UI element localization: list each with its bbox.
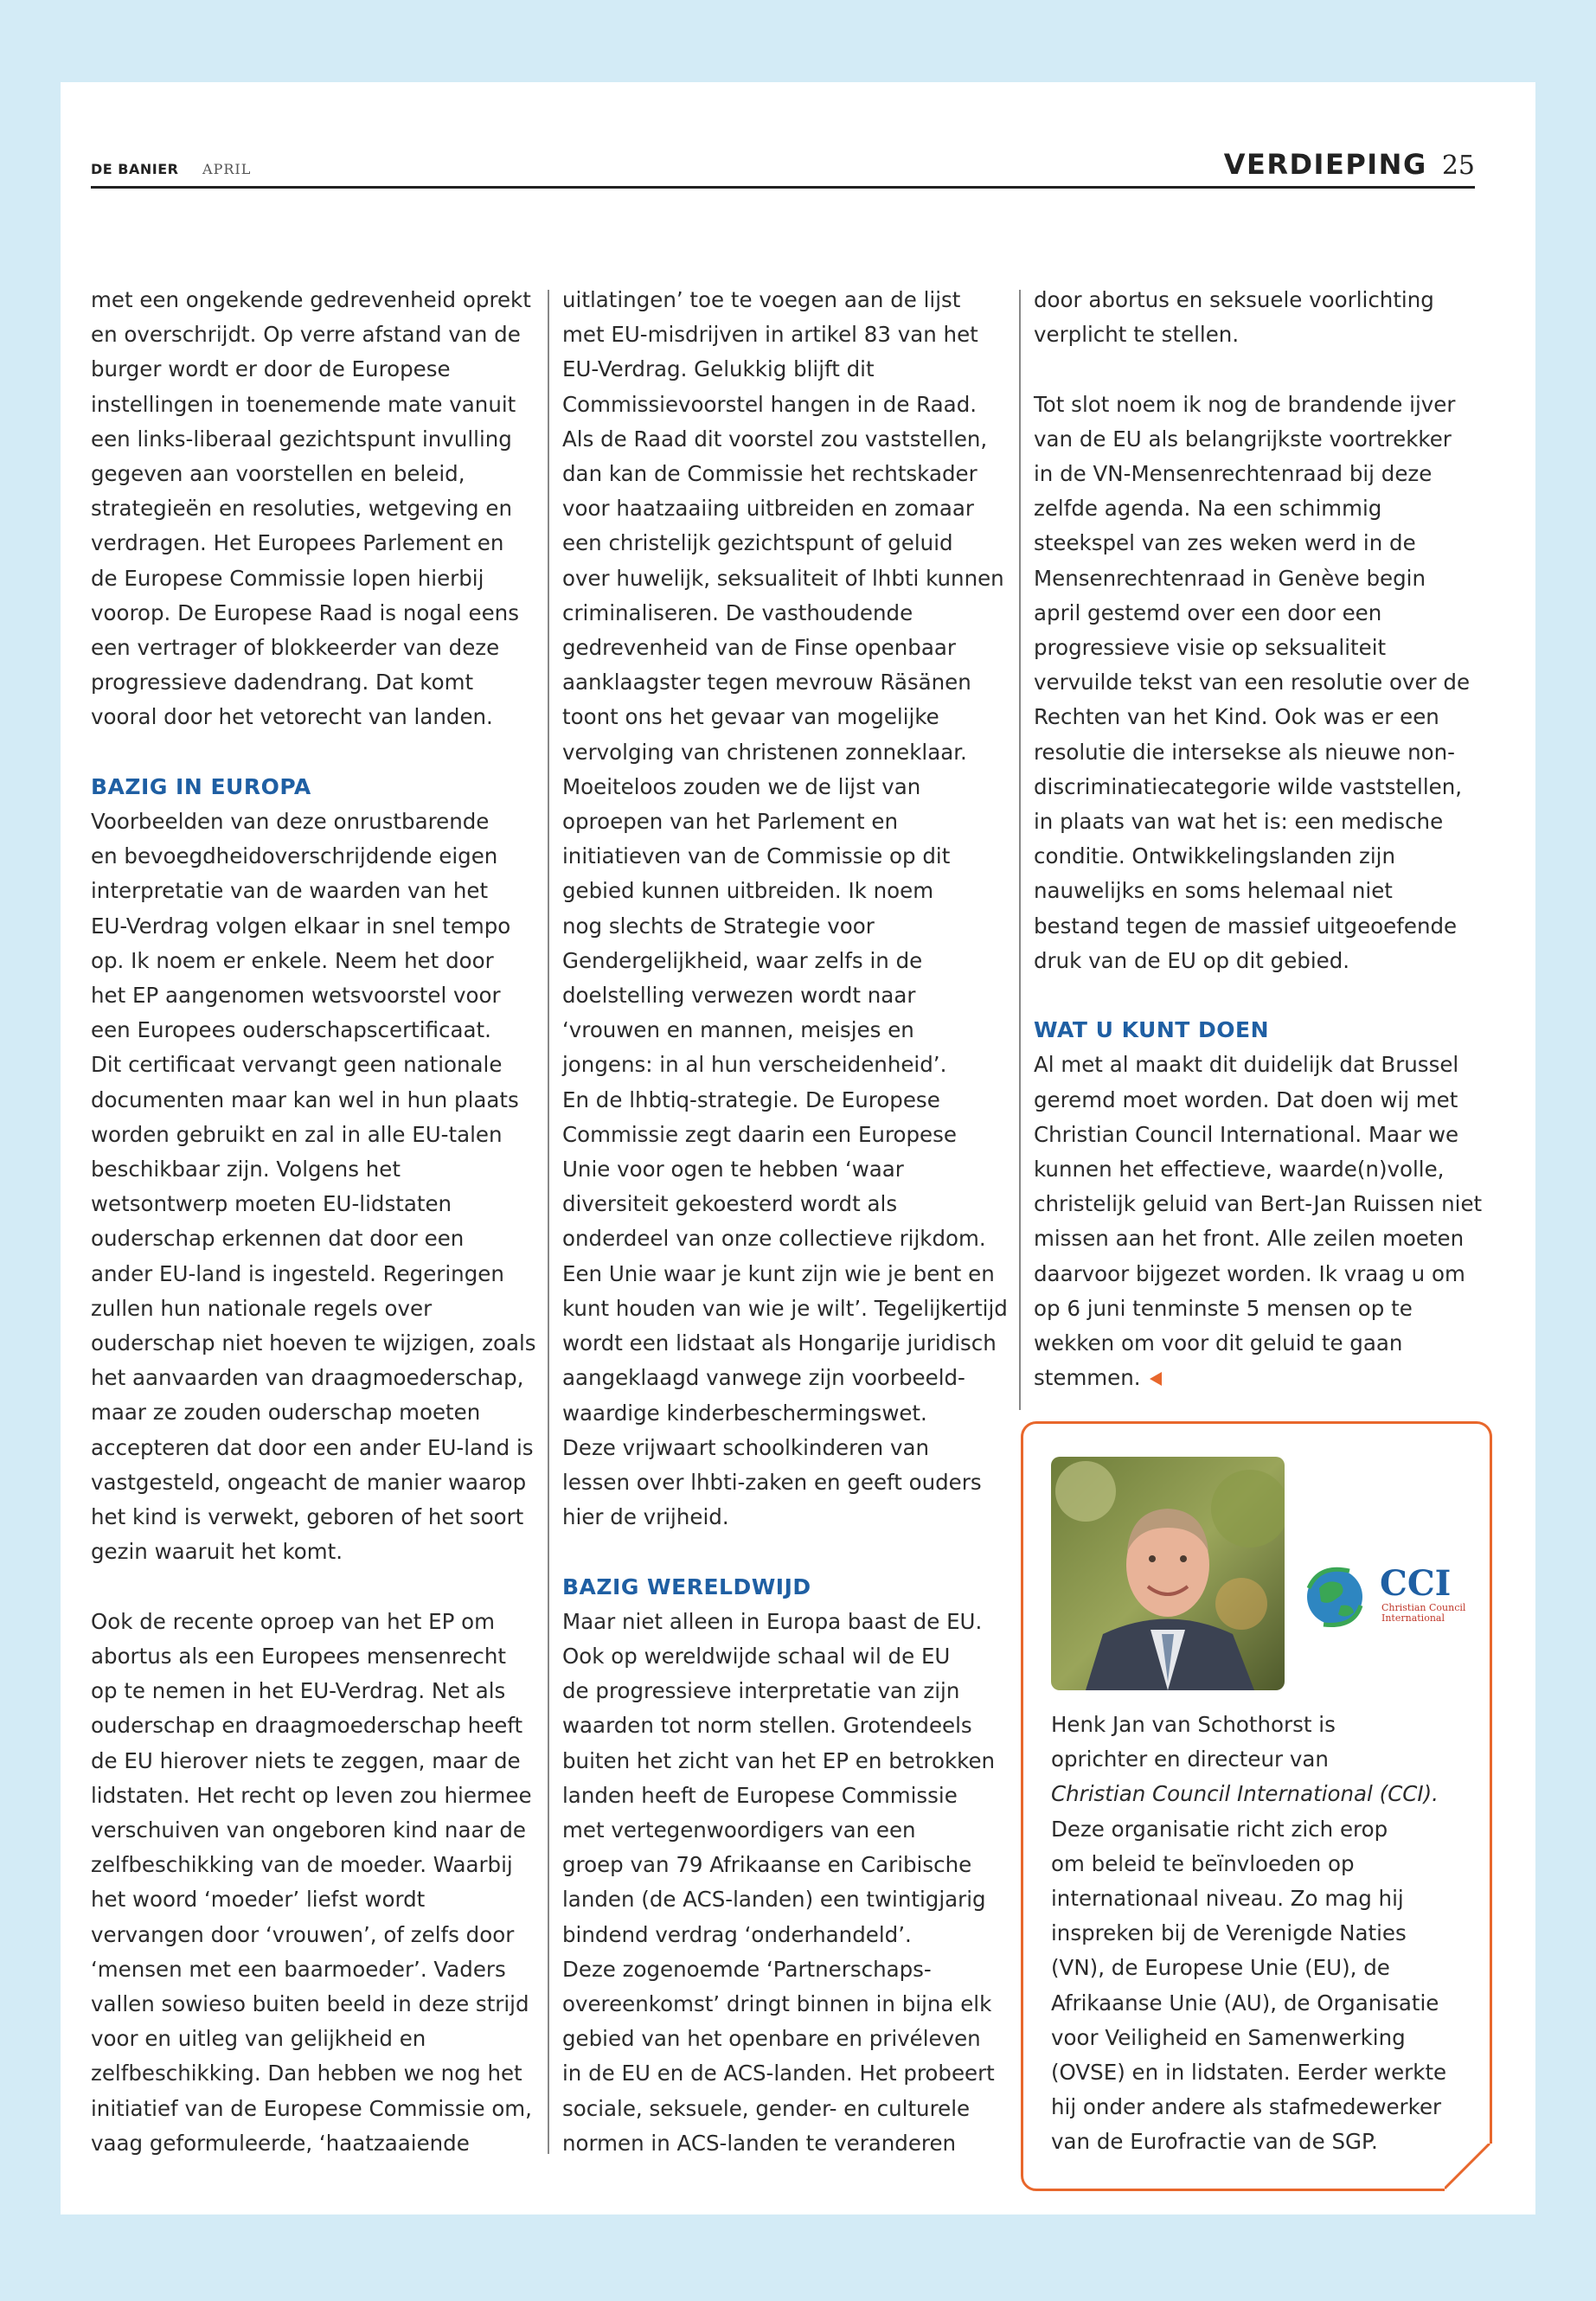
bio-line: Christian Council International (CCI). xyxy=(1051,1781,1439,1807)
text-line: progressieve dadendrang. Dat komt xyxy=(91,670,474,695)
column-divider xyxy=(548,290,549,2154)
bio-line: voor Veiligheid en Samenwerking xyxy=(1051,2024,1406,2050)
paragraph-gap xyxy=(1034,978,1479,1013)
text-line: waardige kinderbeschermingswet. xyxy=(562,1400,927,1426)
text-line: beschikbaar zijn. Volgens het xyxy=(91,1157,401,1183)
text-line: hier de vrijheid. xyxy=(562,1504,729,1530)
text-line: toont ons het gevaar van mogelijke xyxy=(562,704,939,730)
text-line: landen heeft de Europese Commissie xyxy=(562,1782,958,1808)
page-header xyxy=(91,143,1475,189)
text-line: initiatieven van de Commissie op dit xyxy=(562,843,951,869)
article-column-2 xyxy=(562,283,1008,2161)
column-divider xyxy=(1019,290,1021,1410)
text-line: worden gebruikt en zal in alle EU-talen xyxy=(91,1121,503,1147)
text-line: initiatief van de Europese Commissie om, xyxy=(91,2095,532,2121)
issue-month: APRIL xyxy=(202,161,252,177)
text-line: overeenkomst’ dringt binnen in bijna elk xyxy=(562,1990,992,2016)
paragraph-gap xyxy=(91,1570,536,1605)
text-line: jongens: in al hun verscheidenheid’. xyxy=(562,1052,947,1078)
text-line: lessen over lhbti-zaken en geeft ouders xyxy=(562,1469,982,1495)
text-line: in plaats van wat het is: een medische xyxy=(1034,809,1444,835)
text-line: criminaliseren. De vasthoudende xyxy=(562,599,913,625)
text-line: het kind is verwekt, geboren of het soort xyxy=(91,1504,524,1530)
text-line: gebied kunnen uitbreiden. Ik noem xyxy=(562,878,934,904)
text-line: druk van de EU op dit gebied. xyxy=(1034,947,1350,973)
text-line: accepteren dat door een ander EU-land is xyxy=(91,1434,534,1460)
text-line: vallen sowieso buiten beeld in deze strijd xyxy=(91,1990,529,2016)
text-line: gegeven aan voorstellen en beleid, xyxy=(91,461,465,487)
text-line: in de VN-Mensenrechtenraad bij deze xyxy=(1034,461,1433,486)
text-line: en bevoegdheidoverschrijdende eigen xyxy=(91,843,498,869)
text-line: Ook op wereldwijde schaal wil de EU xyxy=(562,1643,951,1669)
text-line: burger wordt er door de Europese xyxy=(91,356,451,382)
text-line: op te nemen in het EU-Verdrag. Net als xyxy=(91,1678,506,1704)
bio-line: Afrikaanse Unie (AU), de Organisatie xyxy=(1051,1990,1439,2016)
text-line: Mensenrechtenraad in Genève begin xyxy=(1034,565,1426,591)
text-line: Commissie zegt daarin een Europese xyxy=(562,1121,957,1147)
text-line: een links-liberaal gezichtspunt invulling xyxy=(91,426,512,452)
text-line: met een ongekende gedrevenheid oprekt xyxy=(91,287,531,312)
logo-wordmark: CCI xyxy=(1380,1563,1452,1604)
publication-name: DE BANIER xyxy=(91,161,179,177)
text-line: sociale, seksuele, gender- en culturele xyxy=(562,2095,971,2121)
text-line: Deze zogenoemde ‘Partnerschaps- xyxy=(562,1956,932,1982)
text-line: diversiteit gekoesterd wordt als xyxy=(562,1191,898,1217)
paragraph-gap xyxy=(91,735,536,770)
text-line: zelfbeschikking. Dan hebben we nog het xyxy=(91,2061,522,2086)
text-line: EU-Verdrag. Gelukkig blijft dit xyxy=(562,356,875,382)
box-corner-cut xyxy=(1445,2144,1492,2191)
section-heading: BAZIG IN EUROPA xyxy=(91,773,311,799)
bio-line: van de Eurofractie van de SGP. xyxy=(1051,2129,1378,2155)
text-line: ouderschap niet hoeven te wijzigen, zoals xyxy=(91,1330,536,1356)
text-line: buiten het zicht van het EP en betrokken xyxy=(562,1747,996,1773)
text-line: landen (de ACS-landen) een twintigjarig xyxy=(562,1887,986,1913)
text-line: lidstaten. Het recht op leven zou hiermee xyxy=(91,1782,532,1808)
text-line: christelijk geluid van Bert-Jan Ruissen niet xyxy=(1034,1191,1483,1217)
cci-logo xyxy=(1302,1562,1475,1631)
text-line: conditie. Ontwikkelingslanden zijn xyxy=(1034,843,1395,869)
text-line: resolutie die intersekse als nieuwe non- xyxy=(1034,739,1456,765)
text-line: door abortus en seksuele voorlichting xyxy=(1034,287,1434,312)
text-line: vervangen door ‘vrouwen’, of zelfs door xyxy=(91,1921,515,1947)
text-line: Een Unie waar je kunt zijn wie je bent en xyxy=(562,1260,995,1286)
header-right xyxy=(1224,148,1475,181)
text-line: strategieën en resoluties, wetgeving en xyxy=(91,496,512,522)
article-column-1 xyxy=(91,283,536,2161)
text-line: waarden tot norm stellen. Grotendeels xyxy=(562,1713,972,1739)
text-line: discriminatiecategorie wilde vaststellen, xyxy=(1034,773,1463,799)
text-line: maar ze zouden ouderschap moeten xyxy=(91,1400,481,1426)
bio-line: (VN), de Europese Unie (EU), de xyxy=(1051,1955,1390,1981)
paragraph-gap xyxy=(562,1535,1008,1569)
text-line: vaag geformuleerde, ‘haatzaaiende xyxy=(91,2130,470,2156)
text-line: op 6 juni tenminste 5 mensen op te xyxy=(1034,1295,1413,1321)
text-line: gebied van het openbare en privéleven xyxy=(562,2026,981,2052)
section-heading: BAZIG WERELDWIJD xyxy=(562,1574,811,1599)
text-line: verplicht te stellen. xyxy=(1034,322,1240,348)
text-line: onderdeel van onze collectieve rijkdom. xyxy=(562,1226,986,1252)
text-line: wordt een lidstaat als Hongarije juridisch xyxy=(562,1330,997,1356)
text-line: het aanvaarden van draagmoederschap, xyxy=(91,1365,524,1391)
text-line: de EU hierover niets te zeggen, maar de xyxy=(91,1747,521,1773)
text-line: en overschrijdt. Op verre afstand van de xyxy=(91,322,521,348)
text-line: Moeiteloos zouden we de lijst van xyxy=(562,773,921,799)
text-line: ouderschap erkennen dat door een xyxy=(91,1226,465,1252)
text-line: vervuilde tekst van een resolutie over de xyxy=(1034,670,1471,695)
text-line: van de EU als belangrijkste voortrekker xyxy=(1034,426,1452,452)
text-line: instellingen in toenemende mate vanuit xyxy=(91,391,516,417)
text-line: Voorbeelden van deze onrustbarende xyxy=(91,809,490,835)
bio-line: inspreken bij de Verenigde Naties xyxy=(1051,1920,1407,1946)
author-bio-box xyxy=(1021,1421,1492,2191)
bio-line: hij onder andere als stafmedewerker xyxy=(1051,2094,1442,2120)
text-line: Commissievoorstel hangen in de Raad. xyxy=(562,391,977,417)
text-line: aangeklaagd vanwege zijn voorbeeld- xyxy=(562,1365,965,1391)
text-line: daarvoor bijgezet worden. Ik vraag u om xyxy=(1034,1260,1465,1286)
text-line: dan kan de Commissie het rechtskader xyxy=(562,461,977,487)
text-line: met vertegenwoordigers van een xyxy=(562,1817,916,1843)
bio-line: Henk Jan van Schothorst is xyxy=(1051,1712,1336,1737)
text-line: kunnen het effectieve, waarde(n)volle, xyxy=(1034,1157,1445,1183)
bio-line: oprichter en directeur van xyxy=(1051,1747,1329,1772)
text-line: oproepen van het Parlement en xyxy=(562,809,899,835)
text-line: interpretatie van de waarden van het xyxy=(91,878,489,904)
text-line: met EU-misdrijven in artikel 83 van het xyxy=(562,322,978,348)
text-line: wekken om voor dit geluid te gaan xyxy=(1034,1330,1403,1356)
text-line: abortus als een Europees mensenrecht xyxy=(91,1643,506,1669)
text-line: voor haatzaaiing uitbreiden en zomaar xyxy=(562,496,974,522)
magazine-page xyxy=(61,82,1535,2214)
text-line: steekspel van zes weken werd in de xyxy=(1034,530,1416,556)
text-line: vervolging van christenen zonneklaar. xyxy=(562,739,967,765)
text-line: doelstelling verwezen wordt naar xyxy=(562,983,916,1009)
text-line: verdragen. Het Europees Parlement en xyxy=(91,530,504,556)
text-line: kunt houden van wie je wilt’. Tegelijkertijd xyxy=(562,1295,1008,1321)
text-line: Rechten van het Kind. Ook was er een xyxy=(1034,704,1439,730)
text-line: ‘mensen met een baarmoeder’. Vaders xyxy=(91,1956,506,1982)
text-line: progressieve visie op seksualiteit xyxy=(1034,635,1387,661)
text-line: voor en uitleg van gelijkheid en xyxy=(91,2026,426,2052)
text-line: op. Ik noem er enkele. Neem het door xyxy=(91,947,494,973)
section-heading: WAT U KUNT DOEN xyxy=(1034,1017,1270,1043)
text-line: stemmen. xyxy=(1034,1361,1479,1395)
text-line: zelfbeschikking van de moeder. Waarbij xyxy=(91,1852,513,1878)
text-line: bindend verdrag ‘onderhandeld’. xyxy=(562,1921,912,1947)
header-left xyxy=(91,161,251,177)
text-line: documenten maar kan wel in hun plaats xyxy=(91,1086,519,1112)
text-line: april gestemd over een door een xyxy=(1034,599,1382,625)
author-bio-text xyxy=(1051,1708,1484,2160)
text-line: Tot slot noem ik nog de brandende ijver xyxy=(1034,391,1456,417)
bio-line: (OVSE) en in lidstaten. Eerder werkte xyxy=(1051,2060,1447,2086)
text-line: de progressieve interpretatie van zijn xyxy=(562,1678,960,1704)
text-line: een vertrager of blokkeerder van deze xyxy=(91,635,500,661)
text-line: ouderschap en draagmoederschap heeft xyxy=(91,1713,523,1739)
text-line: nog slechts de Strategie voor xyxy=(562,913,875,939)
text-line: nauwelijks en soms helemaal niet xyxy=(1034,878,1393,904)
bio-line: internationaal niveau. Zo mag hij xyxy=(1051,1886,1404,1912)
text-line: vastgesteld, ongeacht de manier waarop xyxy=(91,1469,527,1495)
text-line: een Europees ouderschapscertificaat. xyxy=(91,1017,491,1043)
text-line: Maar niet alleen in Europa baast de EU. xyxy=(562,1608,983,1634)
text-line: zullen hun nationale regels over xyxy=(91,1295,433,1321)
text-line: aanklaagster tegen mevrouw Räsänen xyxy=(562,670,971,695)
paragraph-gap xyxy=(1034,352,1479,387)
text-line: Al met al maakt dit duidelijk dat Brussel xyxy=(1034,1052,1459,1078)
author-photo xyxy=(1051,1457,1285,1690)
text-line: Unie voor ogen te hebben ‘waar xyxy=(562,1157,904,1183)
text-line: over huwelijk, seksualiteit of lhbti kunnen xyxy=(562,565,1004,591)
text-line: geremd moet worden. Dat doen wij met xyxy=(1034,1086,1458,1112)
logo-subtitle-line-2: International xyxy=(1381,1612,1445,1624)
text-line: Christian Council International. Maar we xyxy=(1034,1121,1459,1147)
bio-line: om beleid te beïnvloeden op xyxy=(1051,1850,1355,1876)
text-line: wetsontwerp moeten EU-lidstaten xyxy=(91,1191,452,1217)
text-line: vooral door het vetorecht van landen. xyxy=(91,704,493,730)
text-line: missen aan het front. Alle zeilen moeten xyxy=(1034,1226,1465,1252)
text-line: voorop. De Europese Raad is nogal eens xyxy=(91,599,519,625)
text-line: Ook de recente oproep van het EP om xyxy=(91,1608,496,1634)
text-line: zelfde agenda. Na een schimmig xyxy=(1034,496,1382,522)
article-column-3 xyxy=(1034,283,1483,1395)
section-title: VERDIEPING xyxy=(1223,148,1427,181)
text-line: EU-Verdrag volgen elkaar in snel tempo xyxy=(91,913,511,939)
logo-subtitle-line-1: Christian Council xyxy=(1381,1602,1466,1613)
text-line: Dit certificaat vervangt geen nationale xyxy=(91,1052,503,1078)
text-line: het woord ‘moeder’ liefst wordt xyxy=(91,1887,426,1913)
article-end-icon xyxy=(1150,1372,1162,1386)
text-line: ander EU-land is ingesteld. Regeringen xyxy=(91,1260,504,1286)
text-line: Als de Raad dit voorstel zou vaststellen, xyxy=(562,426,988,452)
text-line: Deze vrijwaart schoolkinderen van xyxy=(562,1434,930,1460)
text-line: gedrevenheid van de Finse openbaar xyxy=(562,635,956,661)
text-line: verschuiven van ongeboren kind naar de xyxy=(91,1817,526,1843)
bio-line: Deze organisatie richt zich erop xyxy=(1051,1816,1388,1842)
text-line: het EP aangenomen wetsvoorstel voor xyxy=(91,983,501,1009)
text-line: de Europese Commissie lopen hierbij xyxy=(91,565,484,591)
text-line: bestand tegen de massief uitgeoefende xyxy=(1034,913,1458,939)
text-line: gezin waaruit het komt. xyxy=(91,1539,343,1565)
page-number: 25 xyxy=(1441,151,1475,181)
text-line: in de EU en de ACS-landen. Het probeert xyxy=(562,2061,995,2086)
text-line: normen in ACS-landen te veranderen xyxy=(562,2130,957,2156)
text-line: Gendergelijkheid, waar zelfs in de xyxy=(562,947,923,973)
text-line: En de lhbtiq-strategie. De Europese xyxy=(562,1086,940,1112)
text-line: een christelijk gezichtspunt of geluid xyxy=(562,530,953,556)
text-line: groep van 79 Afrikaanse en Caribische xyxy=(562,1852,972,1878)
text-line: uitlatingen’ toe te voegen aan de lijst xyxy=(562,287,961,312)
text-line: ‘vrouwen en mannen, meisjes en xyxy=(562,1017,914,1043)
